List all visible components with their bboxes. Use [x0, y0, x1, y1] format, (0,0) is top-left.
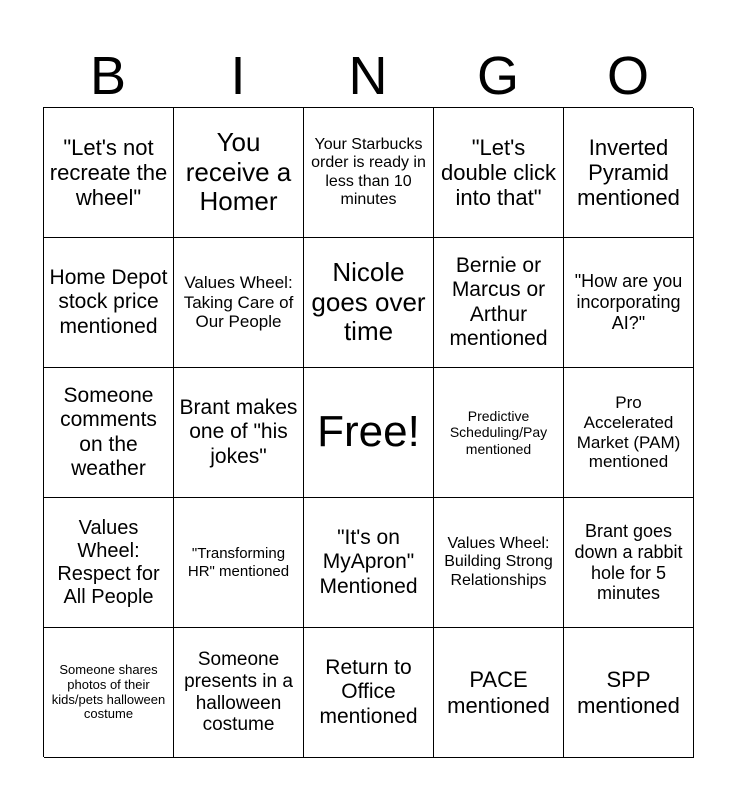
header-letter-b: B	[89, 46, 127, 106]
bingo-cell[interactable]: Someone comments on the weather	[44, 368, 174, 498]
bingo-cell[interactable]: "Transforming HR" mentioned	[174, 498, 304, 628]
bingo-cell[interactable]: SPP mentioned	[564, 628, 694, 758]
bingo-cell[interactable]: Nicole goes over time	[304, 238, 434, 368]
bingo-cell[interactable]: Someone shares photos of their kids/pets halloween costume	[44, 628, 174, 758]
header-letter-g: G	[476, 46, 519, 106]
free-space[interactable]: Free!	[304, 368, 434, 498]
bingo-cell[interactable]: Brant goes down a rabbit hole for 5 minutes	[564, 498, 694, 628]
bingo-cell[interactable]: Predictive Scheduling/Pay mentioned	[434, 368, 564, 498]
bingo-cell[interactable]: Inverted Pyramid mentioned	[564, 108, 694, 238]
bingo-cell[interactable]: Someone presents in a halloween costume	[174, 628, 304, 758]
bingo-cell[interactable]: Pro Accelerated Market (PAM) mentioned	[564, 368, 694, 498]
bingo-cell[interactable]: Brant makes one of "his jokes"	[174, 368, 304, 498]
bingo-cell[interactable]: "It's on MyApron" Mentioned	[304, 498, 434, 628]
bingo-cell[interactable]: PACE mentioned	[434, 628, 564, 758]
header-letter-n: N	[348, 46, 388, 106]
bingo-cell[interactable]: Values Wheel: Taking Care of Our People	[174, 238, 304, 368]
bingo-cell[interactable]: You receive a Homer	[174, 108, 304, 238]
bingo-cell[interactable]: Values Wheel: Building Strong Relationships	[434, 498, 564, 628]
bingo-cell[interactable]: Bernie or Marcus or Arthur mentioned	[434, 238, 564, 368]
bingo-grid	[43, 107, 693, 757]
header-letter-o: O	[606, 46, 649, 106]
bingo-cell[interactable]: "Let's double click into that"	[434, 108, 564, 238]
bingo-cell[interactable]: "Let's not recreate the wheel"	[44, 108, 174, 238]
bingo-cell[interactable]: Your Starbucks order is ready in less than 10 minutes	[304, 108, 434, 238]
bingo-cell[interactable]: "How are you incorporating AI?"	[564, 238, 694, 368]
bingo-cell[interactable]: Return to Office mentioned	[304, 628, 434, 758]
header-letter-i: I	[230, 46, 246, 106]
bingo-cell[interactable]: Home Depot stock price mentioned	[44, 238, 174, 368]
bingo-cell[interactable]: Values Wheel: Respect for All People	[44, 498, 174, 628]
bingo-header	[43, 44, 693, 108]
